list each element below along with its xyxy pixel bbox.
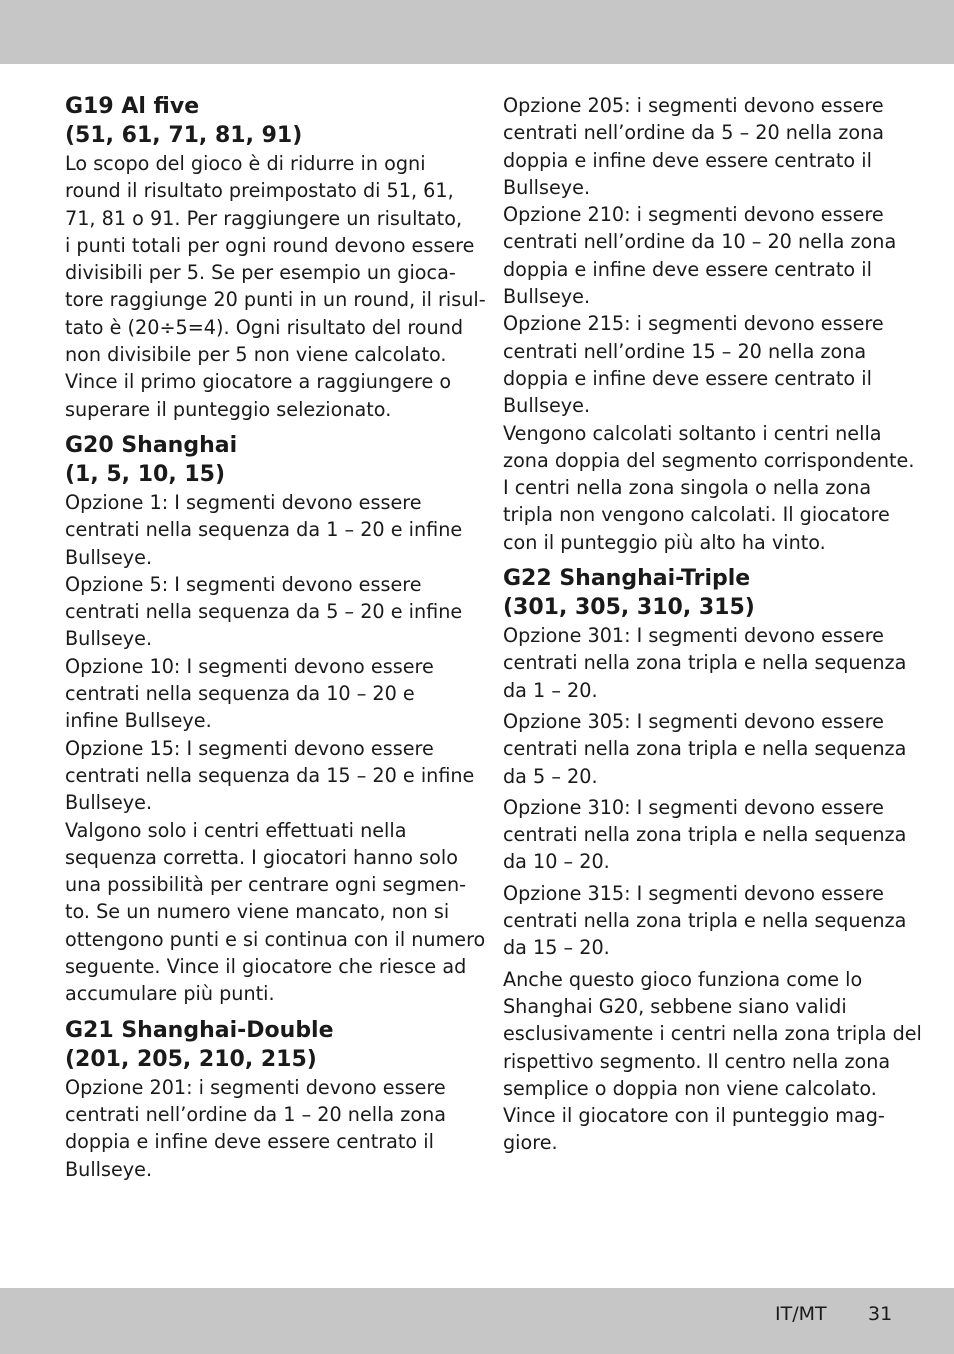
text-line: to. Se un numero viene mancato, non si xyxy=(65,900,450,924)
text-line: I centri nella zona singola o nella zona xyxy=(503,476,872,500)
text-line: ottengono punti e si continua con il numero xyxy=(65,927,486,951)
text-line: Lo scopo del gioco è di ridurre in ogni xyxy=(65,152,426,175)
paragraph xyxy=(65,489,486,1008)
text-line: centrati nella sequenza da 15 – 20 e infine xyxy=(65,763,475,787)
text-line: centrati nell’ordine 15 – 20 nella zona xyxy=(503,339,867,363)
paragraph xyxy=(65,1074,465,1183)
text-line: Opzione 205: i segmenti devono essere xyxy=(503,94,884,117)
text-line: centrati nella zona tripla e nella sequenza xyxy=(503,823,907,847)
header-band xyxy=(0,0,954,64)
text-line: Opzione 5: I segmenti devono essere xyxy=(65,572,422,596)
text-line: centrati nell’ordine da 1 – 20 nella zona xyxy=(65,1102,446,1126)
text-line: giore. xyxy=(503,1131,558,1155)
text-line: Vengono calcolati soltanto i centri nella xyxy=(503,421,882,445)
text-line: tato è (20÷5=4). Ogni risultato del round xyxy=(65,315,464,339)
text-line: esclusivamente i centri nella zona tripla del xyxy=(503,1022,922,1046)
text-line: semplice o doppia non viene calcolato. xyxy=(503,1076,877,1100)
text-line: divisibili per 5. Se per esempio un gioca- xyxy=(65,261,456,285)
heading-line: G22 Shanghai-Triple xyxy=(503,566,751,592)
text-line: Bullseye. xyxy=(65,1157,153,1181)
text-line: 71, 81 o 91. Per raggiungere un risultato, xyxy=(65,206,463,230)
text-line: Opzione 210: i segmenti devono essere xyxy=(503,203,884,227)
footer-language: IT/MT xyxy=(775,1303,827,1325)
text-line: Vince il primo giocatore a raggiungere o xyxy=(65,370,452,394)
text-line: Bullseye. xyxy=(503,175,591,199)
paragraph xyxy=(503,966,922,1157)
text-line: doppia e infine deve essere centrato il xyxy=(65,1130,434,1154)
text-line: Opzione 10: I segmenti devono essere xyxy=(65,654,434,678)
heading-line: (301, 305, 310, 315) xyxy=(503,595,755,621)
text-line: Bullseye. xyxy=(65,627,153,651)
text-line: Opzione 301: I segmenti devono essere xyxy=(503,624,884,648)
text-line: tripla non vengono calcolati. Il giocatore xyxy=(503,503,890,527)
heading-line: G19 Al five xyxy=(65,94,200,119)
text-line: seguente. Vince il giocatore che riesce ad xyxy=(65,955,467,979)
left-column xyxy=(65,92,486,1183)
paragraph xyxy=(65,150,486,423)
text-line: doppia e infine deve essere centrato il xyxy=(503,257,872,281)
text-line: da 15 – 20. xyxy=(503,936,610,960)
text-line: rispettivo segmento. Il centro nella zona xyxy=(503,1049,891,1073)
text-line: Opzione 1: I segmenti devono essere xyxy=(65,490,422,514)
paragraph xyxy=(503,880,907,962)
text-line: zona doppia del segmento corrispondente. xyxy=(503,448,915,472)
text-line: infine Bullseye. xyxy=(65,709,212,733)
text-line: Opzione 310: I segmenti devono essere xyxy=(503,795,884,819)
text-line: Shanghai G20, sebbene siano validi xyxy=(503,994,847,1018)
section-heading xyxy=(65,92,465,150)
text-line: Opzione 201: i segmenti devono essere xyxy=(65,1075,446,1099)
text-line: sequenza corretta. I giocatori hanno solo xyxy=(65,845,458,869)
text-line: una possibilità per centrare ogni segmen- xyxy=(65,873,467,897)
page-number: 31 xyxy=(868,1303,893,1325)
text-line: Bullseye. xyxy=(65,545,153,569)
text-line: Opzione 215: i segmenti devono essere xyxy=(503,312,884,336)
text-line: Opzione 315: I segmenti devono essere xyxy=(503,881,884,905)
text-line: doppia e infine deve essere centrato il xyxy=(503,148,872,172)
text-line: accumulare più punti. xyxy=(65,982,275,1006)
paragraph xyxy=(503,622,907,704)
text-line: centrati nella zona tripla e nella sequenza xyxy=(503,651,907,675)
text-line: centrati nell’ordine da 10 – 20 nella zona xyxy=(503,230,897,254)
text-line: Bullseye. xyxy=(503,285,591,309)
section-heading xyxy=(65,1016,465,1074)
text-line: i punti totali per ogni round devono essere xyxy=(65,233,475,257)
section-heading xyxy=(65,431,465,489)
heading-line: G21 Shanghai-Double xyxy=(65,1017,334,1043)
text-line: Bullseye. xyxy=(503,394,591,418)
paragraph xyxy=(503,794,907,876)
heading-line: (201, 205, 210, 215) xyxy=(65,1046,317,1072)
section-heading xyxy=(503,564,903,622)
heading-line: G20 Shanghai xyxy=(65,432,238,458)
text-line: Vince il giocatore con il punteggio mag- xyxy=(503,1104,885,1128)
text-line: superare il punteggio selezionato. xyxy=(65,397,392,421)
text-line: centrati nella sequenza da 10 – 20 e xyxy=(65,682,415,706)
heading-line: (1, 5, 10, 15) xyxy=(65,461,226,487)
text-line: da 1 – 20. xyxy=(503,678,598,702)
text-line: Anche questo gioco funziona come lo xyxy=(503,967,863,991)
text-line: con il punteggio più alto ha vinto. xyxy=(503,530,826,554)
text-line: centrati nella zona tripla e nella sequenza xyxy=(503,737,907,761)
text-line: Bullseye. xyxy=(65,791,153,815)
text-line: centrati nella zona tripla e nella sequenza xyxy=(503,909,907,933)
text-line: round il risultato preimpostato di 51, 61, xyxy=(65,179,454,203)
right-column xyxy=(503,92,922,1157)
text-line: tore raggiunge 20 punti in un round, il risul- xyxy=(65,288,486,312)
text-line: Opzione 305: I segmenti devono essere xyxy=(503,709,884,733)
text-line: doppia e infine deve essere centrato il xyxy=(503,366,872,390)
text-line: da 10 – 20. xyxy=(503,850,610,874)
text-line: centrati nella sequenza da 5 – 20 e infine xyxy=(65,600,463,624)
text-line: non divisibile per 5 non viene calcolato. xyxy=(65,343,447,367)
paragraph xyxy=(503,708,907,790)
text-line: Opzione 15: I segmenti devono essere xyxy=(65,736,434,760)
text-line: centrati nella sequenza da 1 – 20 e infine xyxy=(65,518,463,542)
paragraph xyxy=(503,92,915,556)
text-line: Valgono solo i centri effettuati nella xyxy=(65,818,407,842)
text-line: da 5 – 20. xyxy=(503,764,598,788)
text-line: centrati nell’ordine da 5 – 20 nella zona xyxy=(503,121,884,145)
heading-line: (51, 61, 71, 81, 91) xyxy=(65,123,303,148)
